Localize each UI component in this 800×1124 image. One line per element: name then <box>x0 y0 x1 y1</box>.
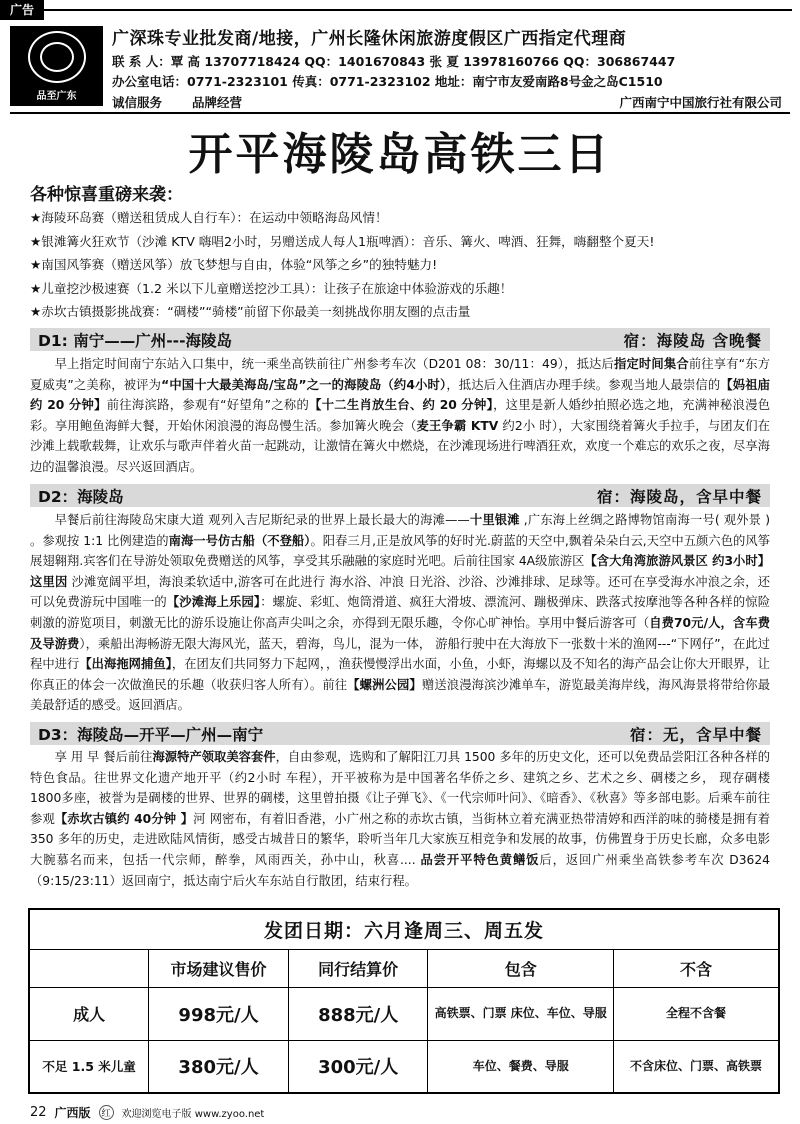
slogan-brand: 品牌经营 <box>192 95 243 110</box>
day-1-stay: 宿：海陵岛 含晚餐 <box>623 331 762 350</box>
itinerary-text: ），乘船出海畅游无限大海风光，蓝天，碧海，鸟儿，混为一体， 游船行驶中在大海放下一张数十米的渔网---“下网仔”，在此过程中进行 <box>30 636 770 672</box>
page-title: 开平海陵岛高铁三日 <box>188 129 612 180</box>
highlights-list <box>30 206 790 324</box>
header-contact: 联 系 人：覃 高 13707718424 QQ：1401670843 张 夏 13978160766 QQ：306867447 <box>112 54 676 69</box>
day-1-bar <box>30 328 770 351</box>
itinerary-highlight: 指定时间集合 <box>614 357 689 371</box>
edition-label: 广西版 <box>54 1106 91 1120</box>
itinerary-highlight: 【含大角湾旅游风景区 约3小时】这里因 <box>30 554 770 589</box>
day-3-bar <box>30 722 770 745</box>
day-2-bar <box>30 484 770 507</box>
itinerary-text: 前往享有“东方夏威夷”之美称，被评为 <box>30 357 770 392</box>
header-title: 广深珠专业批发商/地接，广州长隆休闲旅游度假区广西指定代理商 <box>112 29 627 49</box>
ad-tag: 广告 <box>0 0 44 20</box>
itinerary-highlight: 【出海拖网捕鱼】 <box>79 657 172 672</box>
header-excludes: 不含 <box>613 949 779 987</box>
header-market-price: 市场建议售价 <box>149 949 289 987</box>
itinerary-highlight: 自费70元/人，含车费及导游费 <box>30 615 770 651</box>
highlight-item: ★海陵环岛赛（赠送租赁成人自行车）：在运动中领略海岛风情！ <box>30 210 388 225</box>
itinerary-highlight: 【十二生肖放生台、约 20 分钟】 <box>309 398 494 413</box>
highlight-item: ★南国风筝赛（赠送风筝）放飞梦想与自由，体验“风筝之乡”的独特魅力! <box>30 257 438 272</box>
header-rule <box>10 112 790 114</box>
itinerary-text: ，自由参观，选购和了解阳江刀具 1500 多年的历史文化，还可以免费品尝阳江各种各样的特色食品。往世界文化遗产地开平（约2小时 车程），开平被称为是中国著名华侨之乡、建筑之乡、艺术之乡、碉楼之乡， 现存碉楼 1800多座，被誉为是碉楼的世界、世界的碉楼，这里曾拍摄《让子弹飞》、《一代宗师叶问》、《暗香》、《秋喜》等多部电影。后乘车前往参观 <box>30 750 770 826</box>
itinerary-text: ，抵达后入住酒店办理手续。参观当地人最崇信的 <box>446 377 721 392</box>
itinerary-text: 后，返回广州乘坐高铁参考车次 D3624（9:15/23:11）返回南宁，抵达南宁后火车东站自行散团，结束行程。 <box>30 852 770 888</box>
child-excludes: 不含床位、门票、高铁票 <box>613 1040 779 1093</box>
highlight-item: ★银滩篝火狂欢节（沙滩 KTV 嗨唱2小时，另赠送成人每人1瓶啤酒）：音乐、篝火、啤酒、狂舞，嗨翻整个夏天! <box>30 233 655 249</box>
itinerary-highlight: 海源特产领取美容套件 <box>152 750 276 764</box>
adult-label: 成人 <box>29 987 149 1040</box>
header-blank <box>29 949 149 987</box>
adult-market-price: 998元/人 <box>149 987 289 1040</box>
day-1-itinerary <box>30 354 770 478</box>
day-2-title: D2：海陵岛 <box>38 487 124 506</box>
header-slogan <box>112 93 242 111</box>
adult-trade-price: 888元/人 <box>288 987 428 1040</box>
itinerary-text: ，这里是新人婚纱拍照必选之地，充满神秘浪漫色彩。享用鲍鱼海鲜大餐，开始休闲浪漫的海岛慢生活。参加篝火晚会（ <box>30 398 770 433</box>
itinerary-text: 前往海滨路，参观有“好望角”之称的 <box>106 398 310 413</box>
header-trade-price: 同行结算价 <box>288 949 428 987</box>
highlight-item: ★儿童挖沙极速赛（1.2 米以下儿童赠送挖沙工具）：让孩子在旅途中体验游戏的乐趣！ <box>30 280 513 296</box>
header-office: 办公室电话：0771-2323101 传真：0771-2323102 地址：南宁市友爱南路8号金之岛C1510 <box>112 74 663 89</box>
itinerary-highlight: 品尝开平特色黄鳝饭 <box>420 852 540 867</box>
itinerary-highlight: “中国十大最美海岛/宝岛”之一的海陵岛（约4小时） <box>161 377 447 392</box>
departure-date: 发团日期：六月逢周三、周五发 <box>29 909 779 949</box>
day-2-itinerary <box>30 510 770 716</box>
itinerary-text: ,广东海上丝绸之路博物馆南海一号( 观外景 ) 。参观按 1:1 比例建造的 <box>30 513 770 548</box>
itinerary-text: 早餐后前往海陵岛宋康大道 观列入吉尼斯纪录的世界上最长最大的海滩—— <box>54 513 470 527</box>
child-trade-price: 300元/人 <box>288 1040 428 1093</box>
itinerary-text: 早上指定时间南宁东站入口集中，统一乘坐高铁前往广州参考车次（D201 08：30/11：49），抵达后 <box>54 357 614 371</box>
footer-website-note[interactable]: 欢迎浏览电子版 www.zyoo.net <box>121 1109 265 1120</box>
slogan-service: 诚信服务 <box>112 95 163 110</box>
day-3-stay: 宿：无，含早中餐 <box>629 725 762 744</box>
top-rule <box>44 9 792 11</box>
adult-excludes: 全程不含餐 <box>613 987 779 1040</box>
price-table <box>28 908 780 1094</box>
itinerary-highlight: 麦王争霸 KTV <box>416 418 499 433</box>
itinerary-text: 约2小 时），大家围绕着篝火手拉手，与团友们在沙滩上载歌载舞，让欢乐与歌声伴着火苗一起跳动，让激情在篝火中燃烧，在沙滩现场进行啤酒狂欢，欢度一个难忘的欢乐之夜，尽享海边的温馨浪漫。尽兴返回酒店。 <box>30 418 770 474</box>
day-3-title: D3：海陵岛—开平—广州—南宁 <box>38 725 264 744</box>
child-market-price: 380元/人 <box>149 1040 289 1093</box>
table-row-child <box>29 1040 779 1093</box>
page-number: 22 <box>30 1105 47 1120</box>
day-2-stay: 宿：海陵岛，含早中餐 <box>596 487 762 506</box>
logo-text: 品至广东 <box>37 87 77 102</box>
itinerary-text: 赠送浪漫海滨沙滩单车，游览最美海岸线，海风海景将带给你最美最舒适的感受。返回酒店。 <box>30 677 770 713</box>
itinerary-highlight: 十里银滩 <box>469 513 520 527</box>
itinerary-text: 享 用 早 餐后前往 <box>54 750 153 764</box>
company-logo <box>10 26 103 106</box>
red-seal-icon: 红 <box>99 1105 114 1120</box>
child-includes: 车位、餐费、导服 <box>428 1040 613 1093</box>
itinerary-text: 。阳春三月,正是放风筝的好时光.蔚蓝的天空中,飘着朵朵白云,天空中五颜六色的风筝展翅翱翔.宾客们在导游处领取免费赠送的风筝，享受其乐融融的家庭时光吧。后前往国家 4A级旅游区 <box>30 533 771 569</box>
table-row-adult <box>29 987 779 1040</box>
itinerary-highlight: 【赤坎古镇约 40分钟 】 <box>54 811 194 826</box>
itinerary-text: 沙滩宽阔平坦，海浪柔软适中,游客可在此进行 海水浴、冲浪 日光浴、沙浴、沙滩排球、足球等。还可在享受海水冲浪之余，还可以免费游玩中国唯一的 <box>30 574 770 610</box>
highlight-item: ★赤坎古镇摄影挑战赛：“碉楼”“骑楼”前留下你最美一刻挑战你朋友圈的点击量 <box>30 304 471 319</box>
itinerary-highlight: 南海一号仿古船（不登船） <box>168 533 311 548</box>
day-1-title: D1: 南宁——广州---海陵岛 <box>38 331 233 350</box>
itinerary-text: ，在团友们共同努力下起网，，渔获慢慢浮出水面，小鱼，小虾，海螺以及不知名的海产品会让你大开眼界，让你真正的体会一次做渔民的乐趣（收获归客人所有）。前往 <box>30 657 770 692</box>
header-company: 广西南宁中国旅行社有限公司 <box>619 95 782 110</box>
header-includes: 包含 <box>428 949 613 987</box>
highlights-heading: 各种惊喜重磅来袭： <box>30 185 183 205</box>
logo-emblem-icon <box>28 31 86 83</box>
itinerary-highlight: 【螺洲公园】 <box>347 677 422 692</box>
adult-includes: 高铁票、门票 床位、车位、导服 <box>428 987 613 1040</box>
footer <box>30 1104 264 1121</box>
itinerary-text: 河 网密布，有着旧香港，小广州之称的赤坎古镇，当街林立着充满亚热带清婷和西洋韵味的骑楼是拥有着 350 多年的历史，走进欧陆风情街，感受古城昔日的繁华，聆听当年几大家族互相竞争和发展的故事，仿佛置身于历史长廊，众多电影大腕慕名而来，包括一代宗师，醉拳，风雨西关，孙中山，秋喜.... <box>30 811 770 867</box>
day-3-itinerary <box>30 747 770 891</box>
itinerary-highlight: 【妈祖庙 约 20 分钟】 <box>30 377 770 413</box>
child-label: 不足 1.5 米儿童 <box>29 1040 149 1093</box>
itinerary-highlight: 【沙滩海上乐园】 <box>166 595 261 610</box>
itinerary-text: ：螺旋、彩虹、炮筒滑道、疯狂大滑坡、漂流河、蹦极弹床、跌落式按摩池等各种各样的惊险刺激的游览项目，刺激无比的游乐设施让你高声尖叫之余，亦得到无限乐趣，令你心旷神怡。享用中餐后游客可（ <box>30 595 770 630</box>
